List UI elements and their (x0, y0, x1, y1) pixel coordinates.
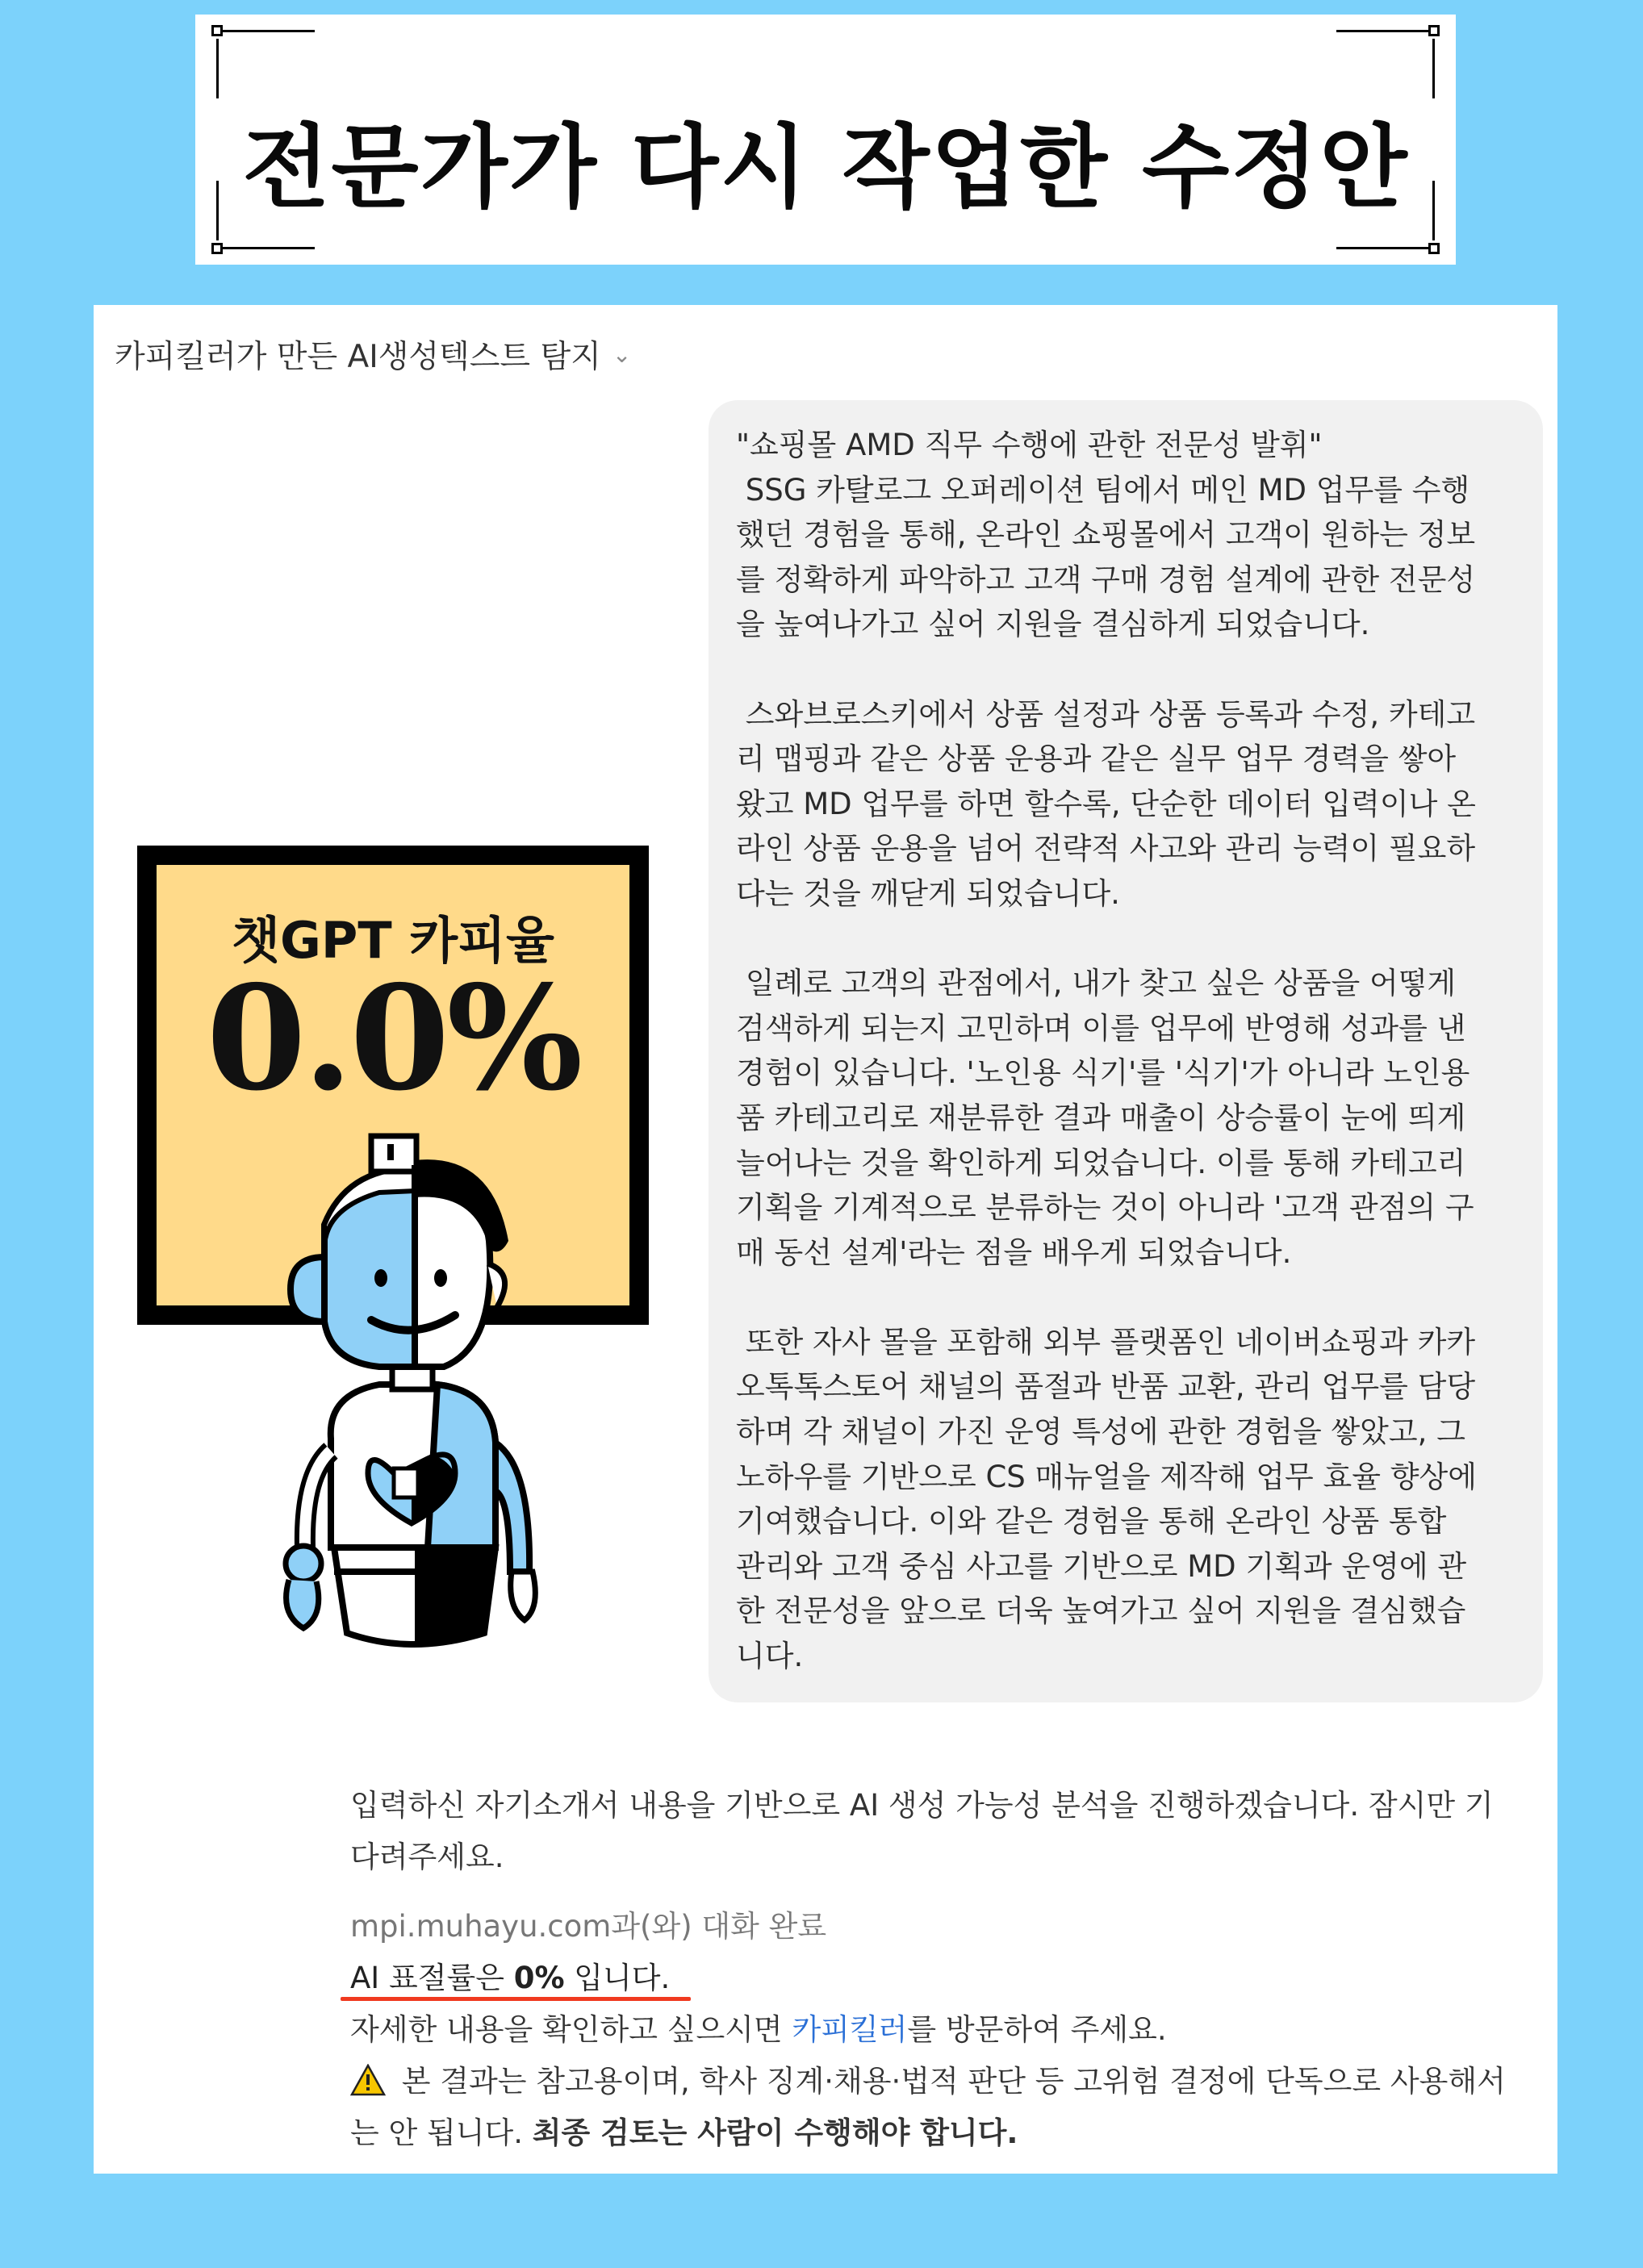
banner-title: 전문가가 다시 작업한 수정안 (242, 115, 1409, 220)
sign-label: 챗GPT 카피율 (232, 911, 554, 970)
warning-icon (350, 2064, 386, 2096)
message-paragraph: 또한 자사 몰을 포함해 외부 플랫폼인 네이버쇼핑과 카카 오톡톡스토어 채널의 품절과 반품 교환, 관리 업무를 담당 하며 각 채널이 가진 운영 특성에 관한 경험을 쌓았고, 그 노하우를 기반으로 CS 매뉴얼을 제작해 업무 효율 향상에 기여했습니다. 이와 같은 경험을 통해 온라인 상품 통합 관리와 고객 중심 사고를 기반으로 MD 기획과 운영에 관 한 전문성을 앞으로 더욱 높여가고 싶어 지원을 결심했습 니다. (736, 1324, 1477, 1674)
model-selector-label: 카피킬러가 만든 AI생성텍스트 탐지 (115, 339, 601, 375)
title-banner (195, 15, 1456, 265)
frame-line (219, 30, 315, 32)
result-value: 0% (513, 1961, 565, 1995)
message-paragraph: 스와브로스키에서 상품 설정과 상품 등록과 수정, 카테고 리 맵핑과 같은 상품 운용과 같은 실무 업무 경력을 쌓아 왔고 MD 업무를 하면 할수록, 단순한 데이터 입력이나 온 라인 상품 운용을 넘어 전략적 사고와 관리 능력이 필요하 다는 것을 깨닫게 되었습니다. (736, 696, 1476, 911)
chatgpt-rate-illustration (137, 846, 654, 1677)
frame-line (216, 39, 219, 98)
frame-line (1432, 39, 1435, 98)
model-selector[interactable] (115, 326, 631, 382)
detail-line (350, 2004, 1545, 2056)
frame-line (1336, 30, 1432, 32)
frame-corner (211, 25, 223, 36)
user-message-bubble (709, 400, 1543, 1702)
message-paragraph: 일례로 고객의 관점에서, 내가 찾고 싶은 상품을 어떻게 검색하게 되는지 고민하며 이를 업무에 반영해 성과를 낸 경험이 있습니다. '노인용 식기'를 '식기'가 아니라 노인용 품 카테고리로 재분류한 결과 매출이 상승률이 눈에 띄게 늘어나는 것을 확인하게 되었습니다. 이를 통해 카테고리 기획을 기계적으로 분류하는 것이 아니라 '고객 관점의 구 매 동선 설계'라는 점을 배우게 되었습니다. (736, 966, 1474, 1270)
copykiller-link[interactable]: 카피킬러 (792, 2012, 908, 2047)
warning-bold: 최종 검토는 사람이 수행해야 합니다. (532, 2116, 1018, 2150)
result-prefix: AI 표절률은 (350, 1961, 514, 1995)
detail-suffix: 를 방문하여 주세요. (907, 2012, 1167, 2047)
chevron-down-icon: ⌄ (612, 340, 632, 368)
response-intro: 입력하신 자기소개서 내용을 기반으로 AI 생성 가능성 분석을 진행하겠습니다. 잠시만 기 다려주세요. (350, 1788, 1494, 1874)
assistant-response (350, 1780, 1545, 2159)
frame-line (1336, 247, 1432, 249)
robot-human-character (137, 1120, 654, 1677)
frame-corner (1428, 243, 1440, 254)
conversation-status: mpi.muhayu.com과(와) 대화 완료 (350, 1909, 827, 1944)
sign-value: 0.0% (206, 954, 580, 1122)
result-line (350, 1953, 670, 2004)
result-suffix: 입니다. (564, 1961, 671, 1995)
detail-prefix: 자세한 내용을 확인하고 싶으시면 (350, 2012, 792, 2047)
frame-corner (211, 243, 223, 254)
frame-line (219, 247, 315, 249)
warning-line (350, 2056, 1545, 2159)
highlight-underline (341, 1997, 691, 2001)
frame-corner (1428, 25, 1440, 36)
warning-text: 본 결과는 참고용이며, 학사 징계·채용·법적 판단 등 고위험 결정에 단독으로 사용해서 는 안 됩니다. (350, 2064, 1506, 2150)
message-paragraph: "쇼핑몰 AMD 직무 수행에 관한 전문성 발휘" SSG 카탈로그 오퍼레이션 팀에서 메인 MD 업무를 수행 했던 경험을 통해, 온라인 쇼핑몰에서 고객이 원하는 정보 를 정확하게 파악하고 고객 구매 경험 설계에 관한 전문성 을 높여나가고 싶어 지원을 결심하게 되었습니다. (736, 428, 1476, 642)
